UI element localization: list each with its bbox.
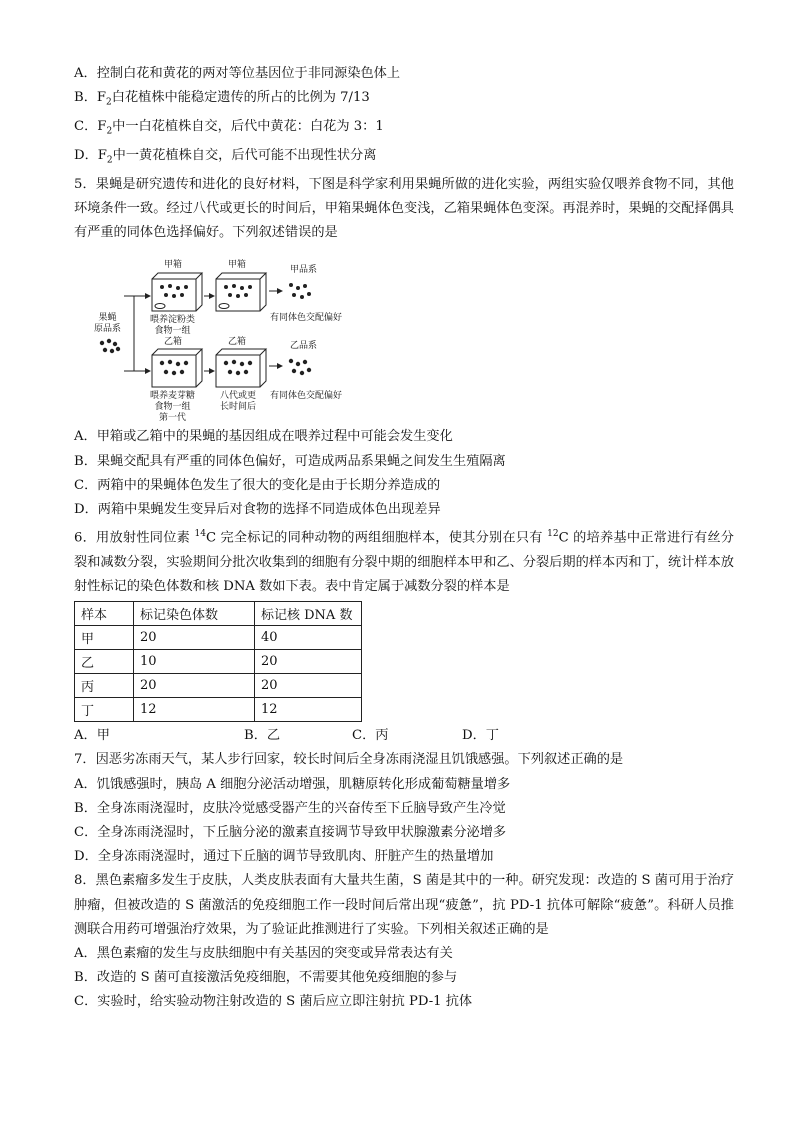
source-strain-label: 果蝇 原品系 bbox=[94, 313, 122, 335]
q6-option-b: B．乙 bbox=[244, 728, 281, 744]
table-cell: 乙 bbox=[75, 650, 134, 674]
table-header-row bbox=[75, 602, 362, 626]
q4-option-d: D．$F_2$中一黄花植株自交，后代可能不出现性状分离 bbox=[74, 147, 377, 166]
q4-option-a: A．控制白花和黄花的两对等位基因位于非同源染色体上 bbox=[74, 66, 401, 81]
table-header-cell: 标记核 DNA 数 bbox=[255, 602, 362, 626]
table-cell: 丁 bbox=[75, 698, 134, 722]
q5-stem: 5．果蝇是研究遗传和进化的良好材料，下图是科学家利用果蝇所做的进化实验，两组实验仅喂养食物不同，其他环境条件一致。经过八代或更长的时间后，甲箱果蝇体色变浅，乙箱果蝇体色变深。再混养时，果蝇的交配择偶具有严重的同体色选择偏好。下列叙述错误的是 bbox=[74, 176, 734, 241]
q5-option-a: A．甲箱或乙箱中的果蝇的基因组成在喂养过程中可能会发生变化 bbox=[74, 429, 453, 445]
box-a-first bbox=[152, 273, 202, 311]
result-b-note: 有同体色交配偏好 bbox=[270, 391, 343, 402]
q7-option-b: B．全身冻雨浇湿时，皮肤冷觉感受器产生的兴奋传至下丘脑导致产生冷觉 bbox=[74, 800, 506, 816]
q4-option-c: C．$F_2$中一白花植株自交，后代中黄花：白花为 3：1 bbox=[74, 119, 384, 137]
table-cell: 12 bbox=[134, 698, 255, 722]
table-cell: 10 bbox=[134, 650, 255, 674]
box-b-first bbox=[152, 349, 202, 387]
table-cell: 20 bbox=[134, 674, 255, 698]
table-cell: 20 bbox=[134, 626, 255, 650]
q6-table bbox=[74, 601, 362, 722]
table-row bbox=[75, 674, 362, 698]
table-row bbox=[75, 698, 362, 722]
q8-option-b: B．改造的 S 菌可直接激活免疫细胞，不需要其他免疫细胞的参与 bbox=[74, 970, 458, 986]
q5-option-b: B．果蝇交配具有严重的同体色偏好，可造成两品系果蝇之间发生生殖隔离 bbox=[74, 453, 506, 469]
result-a-note: 有同体色交配偏好 bbox=[270, 313, 343, 324]
q6-option-c: C．丙 bbox=[352, 728, 389, 744]
fly-clusters bbox=[100, 283, 311, 375]
q7-stem: 7．因恶劣冻雨天气，某人步行回家，较长时间后全身冻雨浇湿且饥饿感强。下列叙述正确的是 bbox=[74, 752, 624, 768]
q8-stem: 8．黑色素瘤多发生于皮肤，人类皮肤表面有大量共生菌，S 菌是其中的一种。研究发现：改造的 S 菌可用于治疗肿瘤，但被改造的 S 菌激活的免疫细胞工作一段时间后常出现“疲惫”，抗 PD-1 抗体可解除“疲惫”。科研人员推测联合用药可增强治疗效果，为了验证此推测进行了实验。下列相关叙述正确的是 bbox=[74, 873, 734, 937]
box-b-note: 喂养麦芽糖 食物一组 第一代 bbox=[150, 391, 196, 424]
result-a-title: 甲品系 bbox=[290, 265, 318, 276]
exam-page bbox=[74, 62, 734, 1015]
box-a-second bbox=[216, 273, 266, 311]
q5-option-d: D．两箱中果蝇发生变异后对食物的选择不同造成体色出现差异 bbox=[74, 501, 441, 517]
q7-option-d: D．全身冻雨浇湿时，通过下丘脑的调节导致肌肉、肝脏产生的热量增加 bbox=[74, 849, 494, 865]
box-b-label: 乙箱 bbox=[164, 337, 183, 348]
table-cell: 丙 bbox=[75, 674, 134, 698]
table-row bbox=[75, 626, 362, 650]
q7-option-c: C．全身冻雨浇湿时，下丘脑分泌的激素直接调节导致甲状腺激素分泌增多 bbox=[74, 824, 507, 840]
q7-option-a: A．饥饿感强时，胰岛 A 细胞分泌活动增强，肌糖原转化形成葡萄糖量增多 bbox=[74, 776, 511, 792]
q4-option-b: B．$F_2$白花植株中能稳定遗传的所占的比例为 7/13 bbox=[74, 90, 370, 108]
box-b2-label: 乙箱 bbox=[228, 337, 247, 348]
table-cell: 20 bbox=[255, 650, 362, 674]
q5-option-c: C．两箱中的果蝇体色发生了很大的变化是由于长期分养造成的 bbox=[74, 477, 441, 493]
box-b-second bbox=[216, 349, 266, 387]
q6-option-a: A．甲 bbox=[74, 728, 110, 744]
table-header-cell: 标记染色体数 bbox=[134, 602, 255, 626]
q6-options bbox=[74, 724, 734, 748]
box-b2-note: 八代或更 长时间后 bbox=[220, 391, 257, 413]
table-cell: 甲 bbox=[75, 626, 134, 650]
table-cell: 40 bbox=[255, 626, 362, 650]
q8-option-a: A．黑色素瘤的发生与皮肤细胞中有关基因的突变或异常表达有关 bbox=[74, 945, 453, 961]
table-cell: 20 bbox=[255, 674, 362, 698]
box-a-note: 喂养淀粉类 食物一组 bbox=[150, 315, 196, 337]
table-cell: 12 bbox=[255, 698, 362, 722]
result-b-title: 乙品系 bbox=[290, 341, 318, 352]
q6-stem: 6．用放射性同位素 $^{14}$C 完全标记的同种动物的两组细胞样本，使其分别在只有 $^{12}$C 的培养基中正常进行有丝分裂和减数分裂，实验期间分批次收集到的细胞有分裂中期的细胞样本甲和乙、分裂后期的样本丙和丁，统计样本放射性标记的染色体数和核 DNA 数如下表。表中肯定属于减数分裂的样本是 bbox=[74, 529, 734, 594]
q8-option-c: C．实验时，给实验动物注射改造的 S 菌后应立即注射抗 PD-1 抗体 bbox=[74, 994, 473, 1010]
q6-option-d: D．丁 bbox=[462, 728, 499, 744]
box-a-label: 甲箱 bbox=[164, 260, 183, 271]
box-a2-label: 甲箱 bbox=[228, 260, 247, 271]
table-row bbox=[75, 650, 362, 674]
fruit-fly-experiment-figure bbox=[84, 251, 354, 424]
table-header-cell: 样本 bbox=[75, 602, 134, 626]
